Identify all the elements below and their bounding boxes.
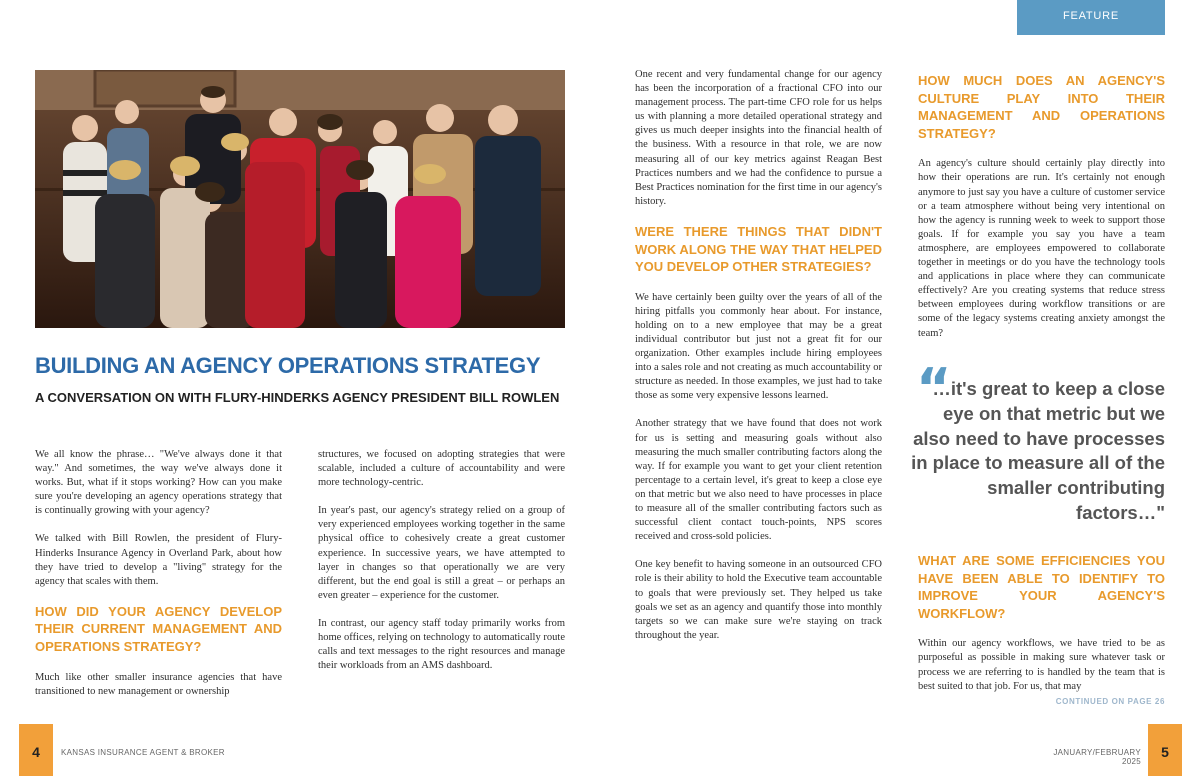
paragraph: Much like other smaller insurance agencies that have transitioned to new management or ownership (35, 671, 282, 697)
paragraph: In contrast, our agency staff today primarily works from home offices, relying on technology to automatically route calls and text messages to the right resources and manage their workloads from an AMS dashboard. (318, 617, 565, 672)
paragraph: In year's past, our agency's strategy relied on a group of very experienced employees working together in the same physical office to cohesively create a great customer experience. In successive years, we have attempted to layer in changes so that operationally we are very different, but the end goal is still a great – or perhaps an even greater – experience for the customer. (318, 505, 565, 601)
column-4-top (918, 68, 1165, 355)
section-heading: WHAT ARE SOME EFFICIENCIES YOU HAVE BEEN ABLE TO IDENTIFY TO IMPROVE YOUR AGENCY'S WORKFLOW? (918, 553, 1165, 621)
column-3 (635, 68, 882, 657)
section-heading: HOW DID YOUR AGENCY DEVELOP THEIR CURRENT MANAGEMENT AND OPERATIONS STRATEGY? (35, 603, 282, 655)
group-photo-illustration (35, 70, 565, 328)
issue-date: JANUARY/FEBRUARY 2025 (1053, 748, 1141, 766)
section-heading: WERE THERE THINGS THAT DIDN'T WORK ALONG THE WAY THAT HELPED YOU DEVELOP OTHER STRATEGIES? (635, 223, 882, 275)
continued-note: CONTINUED ON PAGE 26 (1055, 697, 1165, 706)
section-tab: FEATURE (1017, 0, 1165, 35)
publication-name: KANSAS INSURANCE AGENT & BROKER (61, 748, 225, 757)
article-subtitle: A CONVERSATION ON WITH FLURY-HINDERKS AGENCY PRESIDENT BILL ROWLEN (35, 390, 560, 405)
column-4-bottom (918, 548, 1165, 708)
page-number-right: 5 (1148, 724, 1182, 776)
quote-icon: “ (916, 357, 952, 420)
paragraph: We have certainly been guilty over the years of all of the hiring pitfalls you commonly hear about. For instance, holding on to a new employee that may be a great individual contributor but just not a great fit for our organization. Other examples include hiring employees into a sales role and not creating as much accountability or structure as needed. In those examples, we just had to take those as some very expensive lessons learned. (635, 291, 882, 402)
paragraph: One recent and very fundamental change for our agency has been the incorporation of a fractional CFO into our management process. The part-time CFO role for us helps us with planning a more detailed operational strategy and gives us much deeper insights into the financial health of the business. With a resource in that role, we are now measuring all of our key metrics against Reagan Best Practices numbers and we had the confidence to pursue a Best Practices nomination for the first time in our agency's history. (635, 69, 882, 207)
paragraph: We talked with Bill Rowlen, the president of Flury-Hinderks Insurance Agency in Overland Park, about how they have tried to develop a "living" strategy for the agency that scales with them. (35, 533, 282, 587)
group-photo (35, 70, 565, 328)
column-1 (35, 448, 282, 713)
paragraph: structures, we focused on adopting strategies that were scalable, included a culture of accountability and were more technology-centric. (318, 449, 565, 489)
paragraph: Another strategy that we have found that does not work for us is setting and measuring goals without also measuring the much smaller contributing factors along the way. If for example you want to get your client retention percentage to a certain level, it's great to keep a close eye on that metric but we also need to have processes in place to measure all of the smaller contributing factors such as successful client contact touch-points, NPS scores received and cross-sold policies. (635, 418, 882, 543)
paragraph: We all know the phrase… "We've always done it that way." And sometimes, the way we've always done it works. But, what if it stops working? How can you make sure you're developing an agency operations strategy that is continually growing with your agency? (35, 449, 282, 517)
paragraph: Within our agency workflows, we have tried to be as purposeful as possible in making sure whatever task or process we are referring to is handled by the team that is best suited to that job. For us, that may (918, 638, 1165, 692)
paragraph: An agency's culture should certainly play directly into how their operations are run. It's certainly not enough anymore to just say you have a culture of customer service or a team atmosphere without being very intentional on how the agency is running week to week to support those goals. If for example you say you have a team atmosphere, are employees empowered to collaborate together in meetings or do you have the technology tools and applications in place where they can communicate effectively? Are you creating systems that reduce stress between employees during workflow transitions or are some of the legacy systems creating anxiety amongst the team? (918, 158, 1165, 339)
article-title: BUILDING AN AGENCY OPERATIONS STRATEGY (35, 353, 541, 378)
paragraph: One key benefit to having someone in an outsourced CFO role is their ability to hold the Executive team accountable to goals that were previously set. They helped us take goals we set as an agency and quantify those into monthly targets so we can make sure we're staying on track throughout the year. (635, 559, 882, 641)
section-heading: HOW MUCH DOES AN AGENCY'S CULTURE PLAY INTO THEIR MANAGEMENT AND OPERATIONS STRATEGY? (918, 73, 1165, 141)
column-2 (318, 448, 565, 687)
pull-quote: …it's great to keep a close eye on that metric but we also need to have processes in place to measure all of the smaller contributing factors…" (911, 378, 1165, 523)
page-number-left: 4 (19, 724, 53, 776)
